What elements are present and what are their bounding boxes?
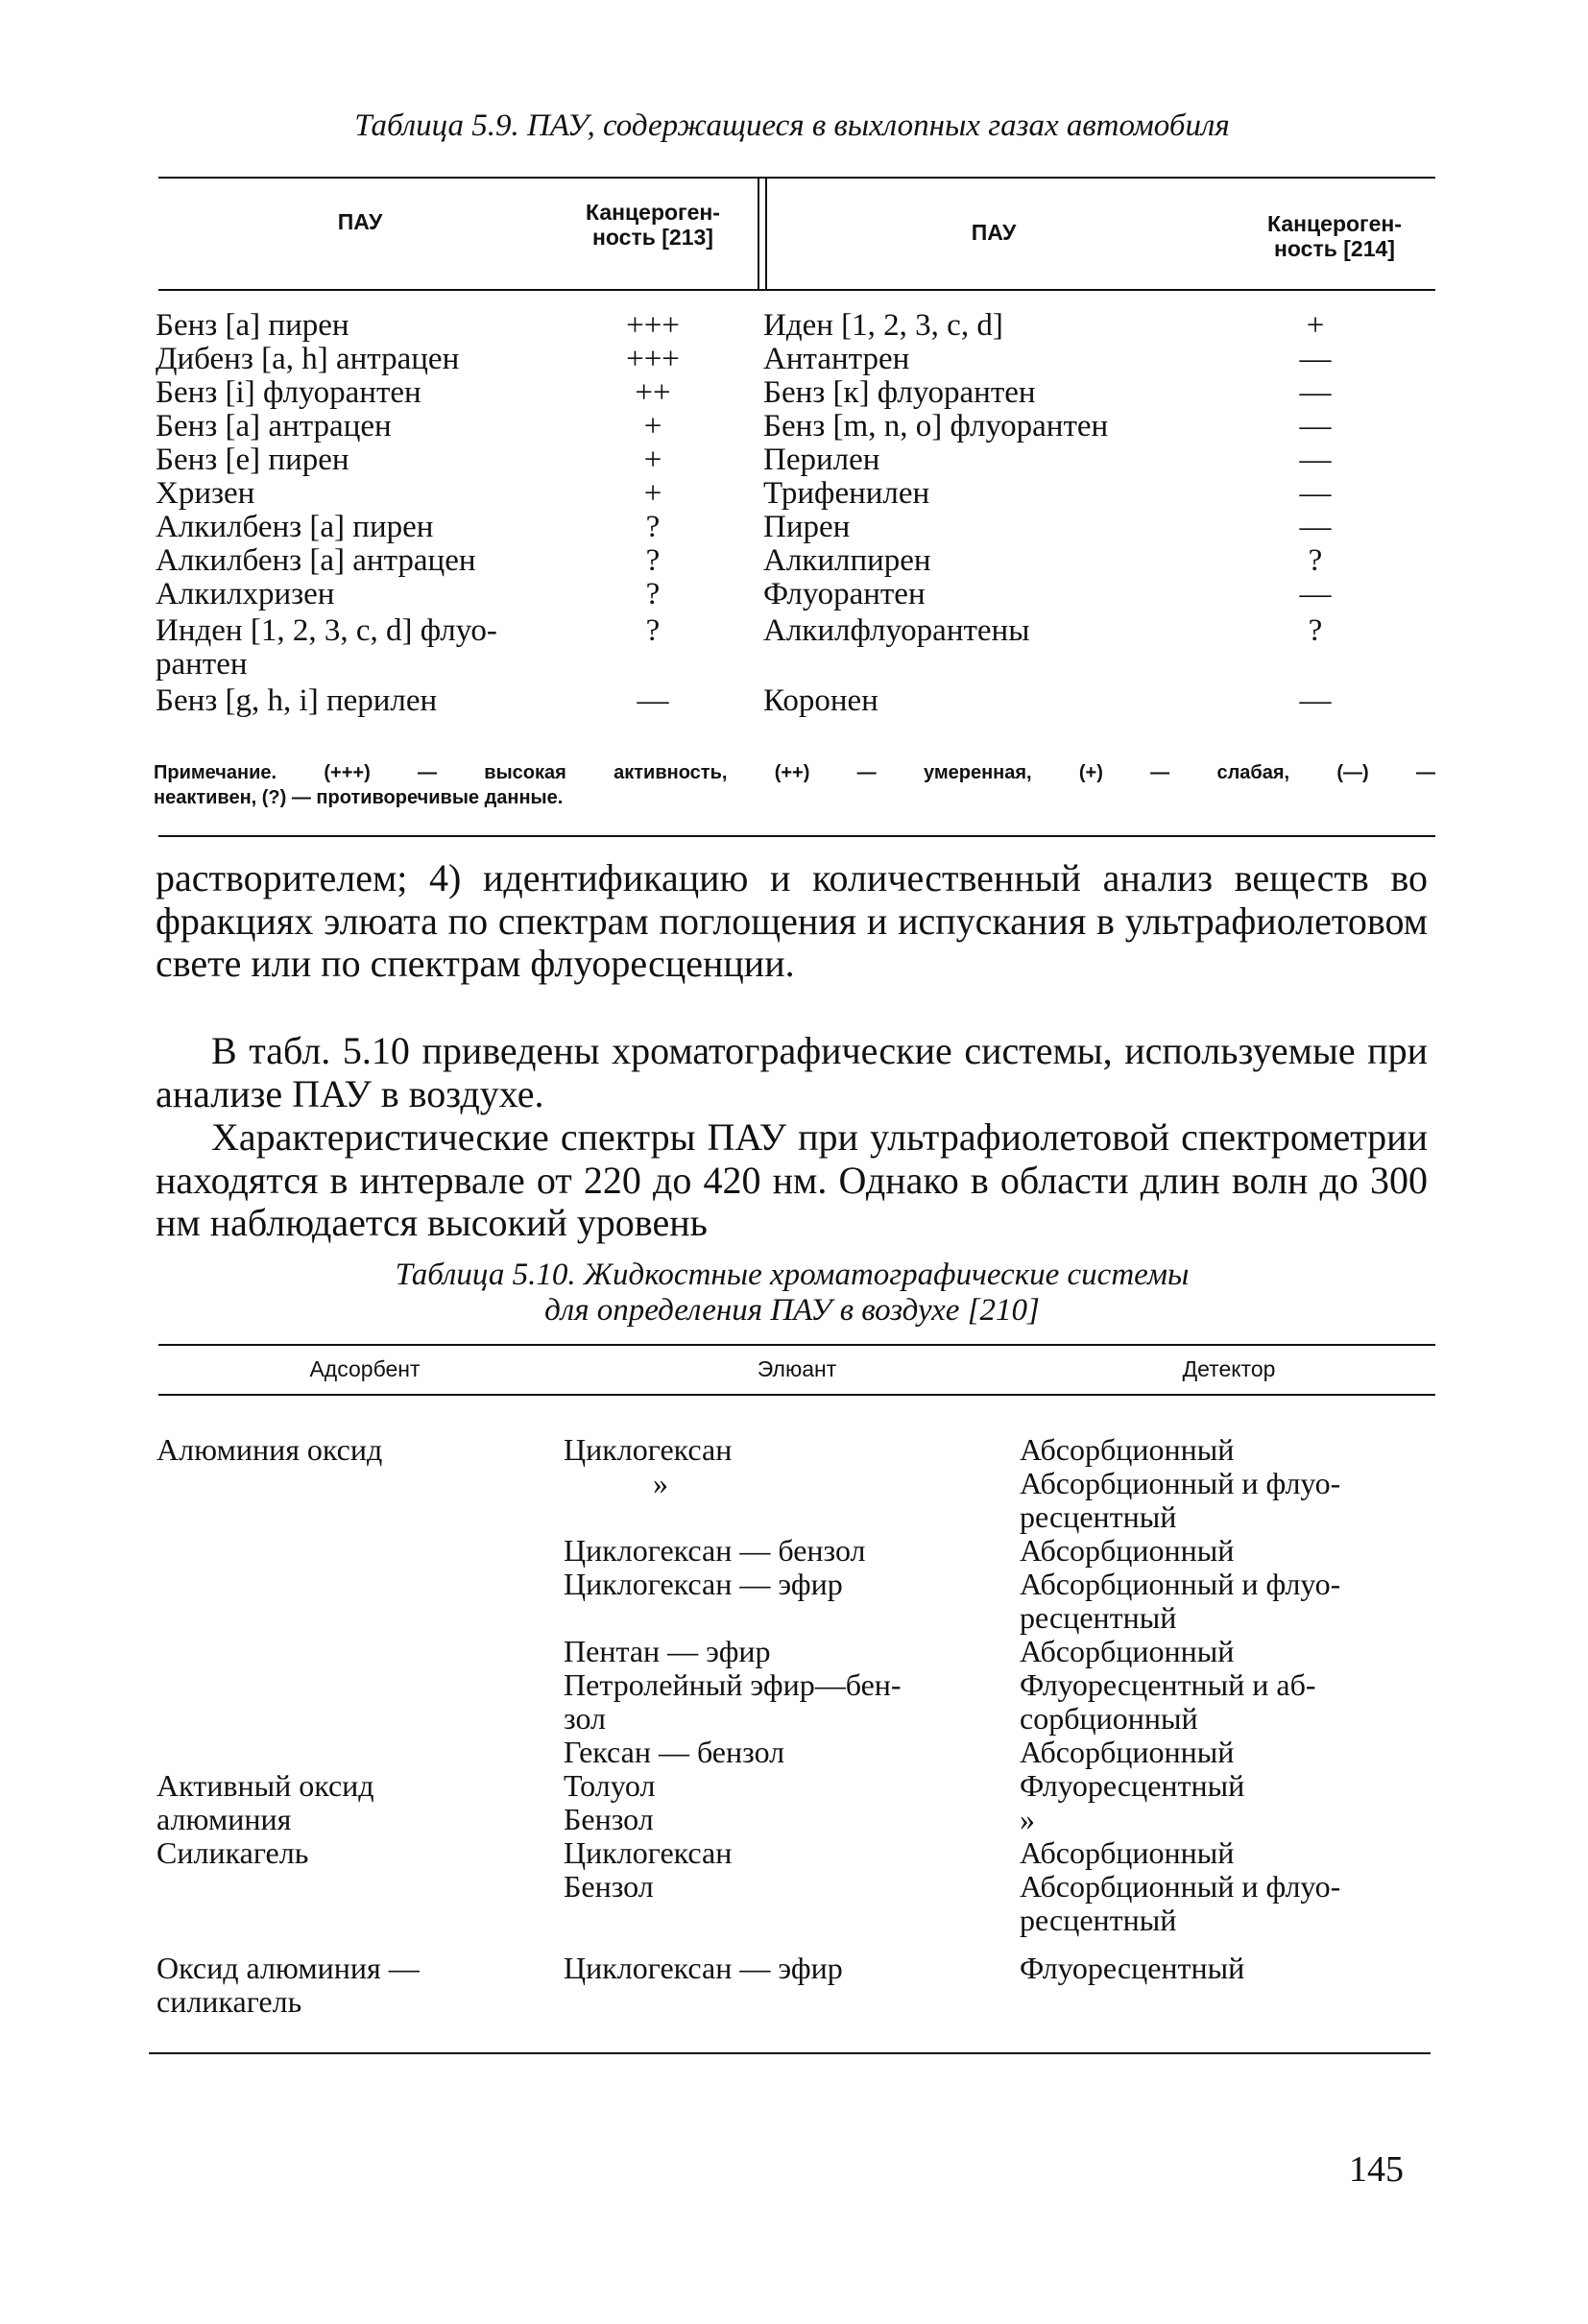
table2-cell-detector: Абсорбционный [1020,1533,1235,1568]
table1-left-value: + [643,443,662,477]
table1-right-name: Бенз [m, n, o] флуорантен [763,409,1109,443]
table2-cell-eluent: » [653,1466,668,1500]
table1-right-name: Флуорантен [763,577,926,611]
table1-left-name: Хризен [156,476,255,511]
table2-cell-eluent: Циклогексан [564,1432,733,1467]
table1-divider-1 [758,177,759,290]
table1-left-name: Бенз [i] флуорантен [156,375,421,410]
table1-right-value: — [1299,342,1332,376]
table2-cell-eluent: Толуол Бензол [564,1768,656,1836]
table1-right-value: + [1306,308,1325,343]
table2-cell-adsorbent: Силикагель [156,1835,309,1870]
table1-right-name: Трифенилен [763,476,930,511]
table1-left-name: Бенз [a] антрацен [156,409,392,443]
table1-divider-2 [765,177,767,290]
table1-header-carc-right-line1: Канцероген- [1267,211,1402,236]
table1-left-value: +++ [626,308,680,343]
table1-header-carc-left-line1: Канцероген- [586,200,720,225]
table1-header-pah-right: ПАУ [971,220,1017,245]
table1-left-name: рантен [156,647,248,682]
table2-cell-detector: Флуоресцентный и аб- сорбционный [1020,1667,1316,1736]
table2-caption-line1: Таблица 5.10. Жидкостные хроматографические системы [395,1258,1190,1292]
table1-header-carc-left-line2: ность [213] [592,225,713,250]
table1-left-name: Бенз [e] пирен [156,443,349,477]
table2-header-detector: Детектор [1182,1356,1276,1381]
table2-bottom-rule [149,2052,1431,2054]
table2-cell-adsorbent: Оксид алюминия — силикагель [156,1951,420,2019]
table2-header-rule [158,1394,1435,1396]
table2-caption-line2: для определения ПАУ в воздухе [210] [544,1293,1040,1328]
table1-left-value: ? [645,577,661,611]
table1-left-value: ? [645,613,661,648]
table1-left-name: Дибенз [a, h] антрацен [156,342,460,376]
table1-right-name: Алкилпирен [763,543,931,578]
table1-left-name: Бенз [g, h, i] перилен [156,683,438,718]
table1-right-value: — [1299,510,1332,544]
body-paragraph-1: растворителем; 4) идентификацию и количественный анализ веществ во фракциях элюата по спектрам поглощения и испускания в ультрафиолетовом свете или по спектрам флуоресценции. [156,856,1428,985]
table2-cell-eluent: Пентан — эфир [564,1634,771,1668]
table2-cell-eluent: Бензол [564,1869,654,1904]
table2-cell-eluent: Циклогексан [564,1835,733,1870]
table2-cell-detector: Абсорбционный и флуо- ресцентный [1020,1567,1341,1635]
table1-right-name: Перилен [763,443,880,477]
table2-cell-detector: Абсорбционный [1020,1735,1235,1769]
table1-left-value: ? [645,510,661,544]
table1-note-line1: Примечание. (+++) — высокая активность, (++) — умеренная, (+) — слабая, (—) — [154,762,1435,783]
table1-bottom-rule [158,835,1435,837]
body-paragraph-2: В табл. 5.10 приведены хроматографические системы, используемые при анализе ПАУ в воздухе. [156,1029,1428,1115]
table2-cell-eluent: Петролейный эфир—бен- зол [564,1667,902,1736]
table1-right-name: Пирен [763,510,851,544]
table1-top-rule [158,177,1435,179]
table1-header-rule [158,289,1435,291]
table1-right-value: — [1299,683,1332,718]
table2-cell-detector: Абсорбционный и флуо- ресцентный [1020,1869,1341,1937]
table1-left-name: Алкилбенз [a] антрацен [156,543,476,578]
table1-note-line2: неактивен, (?) — противоречивые данные. [154,787,564,808]
table1-left-value: + [643,409,662,443]
table2-cell-detector: Флуоресцентный [1020,1951,1245,1985]
table1-header-carc-right [1239,211,1431,261]
table1-left-value: +++ [626,342,680,376]
table2-caption [154,1258,1431,1329]
table2-cell-detector: Абсорбционный и флуо- ресцентный [1020,1466,1341,1534]
table1-left-value: + [643,476,662,511]
table1-left-name: Бенз [a] пирен [156,308,349,343]
table1-left-value: ++ [635,375,671,410]
table2-cell-adsorbent: Активный оксид алюминия [156,1768,374,1836]
table1-left-value: — [637,683,669,718]
table1-right-name: Антантрен [763,342,910,376]
table1-right-value: — [1299,577,1332,611]
table1-left-name: Алкилбенз [a] пирен [156,510,434,544]
table1-right-name: Бенз [к] флуорантен [763,375,1036,410]
table1-right-value: ? [1308,613,1323,648]
table1-right-value: — [1299,476,1332,511]
table2-header-adsorbent: Адсорбент [309,1356,421,1381]
table1-caption: Таблица 5.9. ПАУ, содержащиеся в выхлопных газах автомобиля [354,108,1230,143]
table2-cell-detector: Флуоресцентный » [1020,1768,1245,1836]
table2-cell-eluent: Циклогексан — бензол [564,1533,866,1568]
table1-right-name: Иден [1, 2, 3, c, d] [763,308,1003,343]
table2-top-rule [158,1344,1435,1346]
table1-right-name: Коронен [763,683,878,718]
table2-cell-detector: Абсорбционный [1020,1432,1235,1467]
table1-header-carc-right-line2: ность [214] [1274,236,1395,261]
table1-right-value: — [1299,409,1332,443]
table1-left-name: Алкилхризен [156,577,335,611]
table1-header-carc-left [557,200,749,250]
table1-left-value: ? [645,543,661,578]
table2-cell-eluent: Циклогексан — эфир [564,1567,843,1601]
page-number: 145 [1349,2149,1404,2190]
body-paragraph-3: Характеристические спектры ПАУ при ультрафиолетовой спектрометрии находятся в интервале от 220 до 420 нм. Однако в области длин волн до 300 нм наблюдается высокий уровень [156,1115,1428,1244]
table2-cell-detector: Абсорбционный [1020,1634,1235,1668]
table1-right-value: — [1299,375,1332,410]
table2-cell-eluent: Циклогексан — эфир [564,1951,843,1985]
table1-note [154,760,1435,810]
table1-right-name: Алкилфлуорантены [763,613,1030,648]
table2-cell-detector: Абсорбционный [1020,1835,1235,1870]
table1-right-value: ? [1308,543,1323,578]
table2-header-eluent: Элюант [757,1356,837,1381]
table1-left-name: Инден [1, 2, 3, c, d] флуо- [156,613,497,648]
table2-cell-adsorbent: Алюминия оксид [156,1432,383,1467]
table1-right-value: — [1299,443,1332,477]
table1-header-pah-left: ПАУ [337,209,383,234]
table2-cell-eluent: Гексан — бензол [564,1735,785,1769]
